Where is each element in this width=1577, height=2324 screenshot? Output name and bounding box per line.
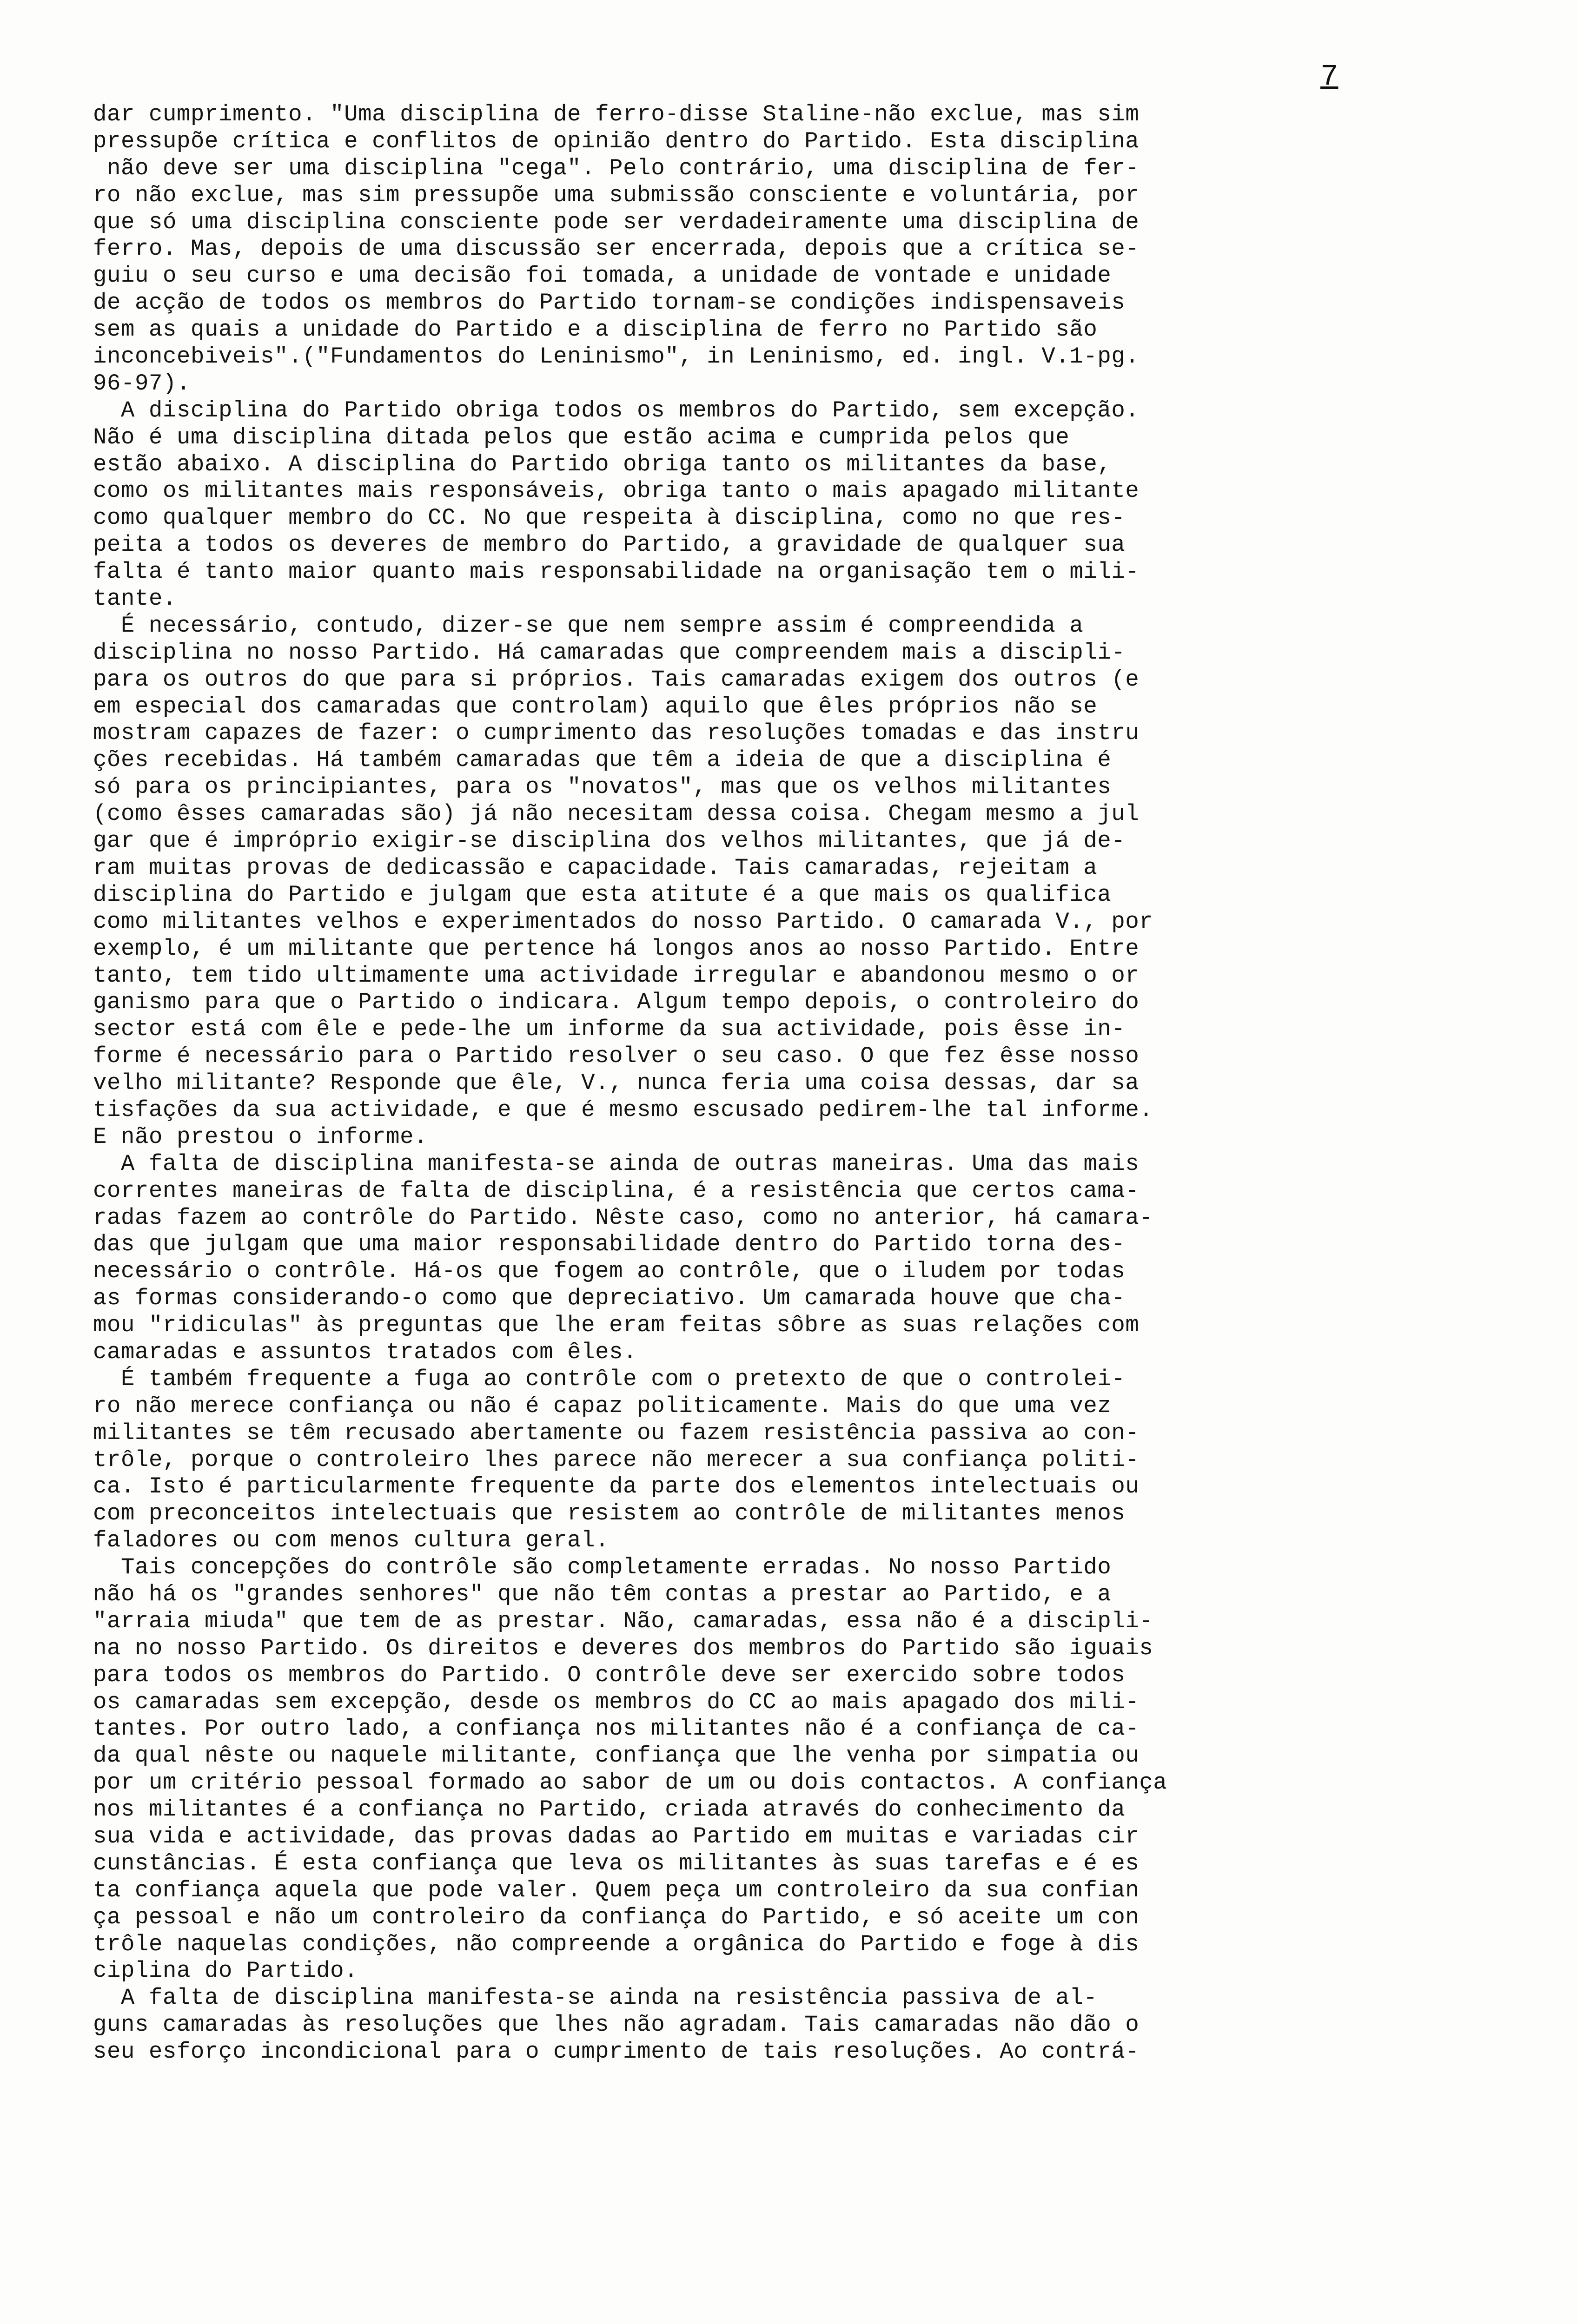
text-line: correntes maneiras de falta de disciplina, é a resistência que certos cama- xyxy=(93,1177,1140,1204)
page-number: 7 xyxy=(1320,60,1338,94)
text-line: guiu o seu curso e uma decisão foi tomada, a unidade de vontade e unidade xyxy=(93,263,1112,289)
text-line: camaradas e assuntos tratados com êles. xyxy=(93,1339,637,1365)
text-line: como qualquer membro do CC. No que respeita à disciplina, como no que res- xyxy=(93,505,1126,531)
text-line: em especial dos camaradas que controlam) aquilo que êles próprios não se xyxy=(93,693,1098,720)
text-line: como os militantes mais responsáveis, obriga tanto o mais apagado militante xyxy=(93,478,1140,504)
text-line: os camaradas sem excepção, desde os membros do CC ao mais apagado dos mili- xyxy=(93,1689,1140,1715)
text-line: como militantes velhos e experimentados do nosso Partido. O camarada V., por xyxy=(93,908,1153,935)
text-line: gar que é impróprio exigir-se disciplina dos velhos militantes, que já de- xyxy=(93,828,1126,854)
text-line: tante. xyxy=(93,586,177,612)
text-line: 96-97). xyxy=(93,370,191,396)
text-line: E não prestou o informe. xyxy=(93,1123,428,1150)
text-line: "arraia miuda" que tem de as prestar. Não, camaradas, essa não é a discipli- xyxy=(93,1608,1153,1634)
text-line: necessário o contrôle. Há-os que fogem ao contrôle, que o iludem por todas xyxy=(93,1258,1126,1285)
text-line: estão abaixo. A disciplina do Partido obriga tanto os militantes da base, xyxy=(93,451,1112,477)
text-line: Não é uma disciplina ditada pelos que estão acima e cumprida pelos que xyxy=(93,424,1070,450)
text-line: inconcebiveis".("Fundamentos do Leninismo", in Leninismo, ed. ingl. V.1-pg. xyxy=(93,343,1140,370)
text-line: cunstâncias. É esta confiança que leva os militantes às suas tarefas e é es xyxy=(93,1850,1140,1876)
text-line: das que julgam que uma maior responsabilidade dentro do Partido torna des- xyxy=(93,1231,1126,1258)
text-line: É necessário, contudo, dizer-se que nem sempre assim é compreendida a xyxy=(93,612,1084,639)
text-line: as formas considerando-o como que depreciativo. Um camarada houve que cha- xyxy=(93,1285,1126,1312)
text-line: pressupõe crítica e conflitos de opinião dentro do Partido. Esta disciplina xyxy=(93,128,1140,154)
text-line: tantes. Por outro lado, a confiança nos militantes não é a confiança de ca- xyxy=(93,1716,1140,1742)
text-line: guns camaradas às resoluções que lhes não agradam. Tais camaradas não dão o xyxy=(93,2012,1140,2038)
text-line: ciplina do Partido. xyxy=(93,1958,358,1984)
text-line: ro não exclue, mas sim pressupõe uma submissão consciente e voluntária, por xyxy=(93,182,1140,208)
text-line: só para os principiantes, para os "novatos", mas que os velhos militantes xyxy=(93,774,1112,800)
text-line: ta confiança aquela que pode valer. Quem peça um controleiro da sua confian xyxy=(93,1877,1140,1903)
text-line: É também frequente a fuga ao contrôle com o pretexto de que o controlei- xyxy=(93,1366,1126,1392)
text-line: faladores ou com menos cultura geral. xyxy=(93,1527,610,1554)
text-line: nos militantes é a confiança no Partido, criada através do conhecimento da xyxy=(93,1796,1126,1823)
text-line: dar cumprimento. "Uma disciplina de ferro-disse Staline-não exclue, mas sim xyxy=(93,101,1140,127)
text-line: disciplina no nosso Partido. Há camaradas que compreendem mais a discipli- xyxy=(93,639,1126,666)
text-line: ferro. Mas, depois de uma discussão ser encerrada, depois que a crítica se- xyxy=(93,236,1140,262)
text-line: ções recebidas. Há também camaradas que têm a ideia de que a disciplina é xyxy=(93,747,1112,773)
text-line: sem as quais a unidade do Partido e a disciplina de ferro no Partido são xyxy=(93,317,1098,343)
text-line: A falta de disciplina manifesta-se ainda de outras maneiras. Uma das mais xyxy=(93,1150,1140,1177)
text-line: que só uma disciplina consciente pode ser verdadeiramente uma disciplina de xyxy=(93,209,1140,235)
text-line: velho militante? Responde que êle, V., nunca feria uma coisa dessas, dar sa xyxy=(93,1070,1140,1096)
text-line: mou "ridiculas" às preguntas que lhe eram feitas sôbre as suas relações com xyxy=(93,1312,1140,1339)
text-line: sua vida e actividade, das provas dadas ao Partido em muitas e variadas cir xyxy=(93,1823,1140,1849)
text-line: da qual nêste ou naquele militante, confiança que lhe venha por simpatia ou xyxy=(93,1743,1140,1769)
text-line: mostram capazes de fazer: o cumprimento das resoluções tomadas e das instru xyxy=(93,720,1140,746)
text-line: trôle, porque o controleiro lhes parece não merecer a sua confiança politi- xyxy=(93,1446,1140,1473)
text-line: na no nosso Partido. Os direitos e deveres dos membros do Partido são iguais xyxy=(93,1635,1153,1661)
text-line: com preconceitos intelectuais que resistem ao contrôle de militantes menos xyxy=(93,1500,1126,1527)
text-line: não deve ser uma disciplina "cega". Pelo contrário, uma disciplina de fer- xyxy=(93,155,1140,181)
text-line: disciplina do Partido e julgam que esta atitute é a que mais os qualifica xyxy=(93,881,1112,908)
text-line: A disciplina do Partido obriga todos os membros do Partido, sem excepção. xyxy=(93,397,1140,423)
text-line: trôle naquelas condições, não compreende a orgânica do Partido e foge à dis xyxy=(93,1931,1140,1957)
text-line: tisfações da sua actividade, e que é mesmo escusado pedirem-lhe tal informe. xyxy=(93,1096,1153,1123)
text-line: sector está com êle e pede-lhe um informe da sua actividade, pois êsse in- xyxy=(93,1016,1126,1043)
text-line: falta é tanto maior quanto mais responsabilidade na organisação tem o mili- xyxy=(93,559,1140,585)
text-line: Tais concepções do contrôle são completamente erradas. No nosso Partido xyxy=(93,1554,1112,1581)
text-line: forme é necessário para o Partido resolver o seu caso. O que fez êsse nosso xyxy=(93,1043,1140,1070)
text-line: ganismo para que o Partido o indicara. Algum tempo depois, o controleiro do xyxy=(93,989,1140,1016)
text-line: por um critério pessoal formado ao sabor de um ou dois contactos. A confiança xyxy=(93,1769,1167,1796)
text-line: (como êsses camaradas são) já não necesitam dessa coisa. Chegam mesmo a jul xyxy=(93,801,1140,827)
text-line: ro não merece confiança ou não é capaz politicamente. Mais do que uma vez xyxy=(93,1393,1112,1419)
text-line: A falta de disciplina manifesta-se ainda na resistência passiva de al- xyxy=(93,1985,1098,2011)
text-line: seu esforço incondicional para o cumprimento de tais resoluções. Ao contrá- xyxy=(93,2039,1140,2065)
text-line: ca. Isto é particularmente frequente da parte dos elementos intelectuais ou xyxy=(93,1473,1140,1500)
text-line: não há os "grandes senhores" que não têm contas a prestar ao Partido, e a xyxy=(93,1581,1112,1607)
text-line: ram muitas provas de dedicassão e capacidade. Tais camaradas, rejeitam a xyxy=(93,854,1098,881)
text-line: tanto, tem tido ultimamente uma actividade irregular e abandonou mesmo o or xyxy=(93,962,1140,989)
text-line: de acção de todos os membros do Partido tornam-se condições indispensaveis xyxy=(93,290,1126,316)
text-line: exemplo, é um militante que pertence há longos anos ao nosso Partido. Entre xyxy=(93,935,1140,962)
text-line: peita a todos os deveres de membro do Partido, a gravidade de qualquer sua xyxy=(93,532,1126,558)
text-line: para os outros do que para si próprios. Tais camaradas exigem dos outros (e xyxy=(93,666,1140,693)
text-line: radas fazem ao contrôle do Partido. Nêste caso, como no anterior, há camara- xyxy=(93,1204,1153,1231)
text-line: militantes se têm recusado abertamente ou fazem resistência passiva ao con- xyxy=(93,1419,1140,1446)
text-line: ça pessoal e não um controleiro da confiança do Partido, e só aceite um con xyxy=(93,1904,1140,1930)
body-text xyxy=(93,101,1516,2066)
text-line: para todos os membros do Partido. O contrôle deve ser exercido sobre todos xyxy=(93,1662,1126,1688)
